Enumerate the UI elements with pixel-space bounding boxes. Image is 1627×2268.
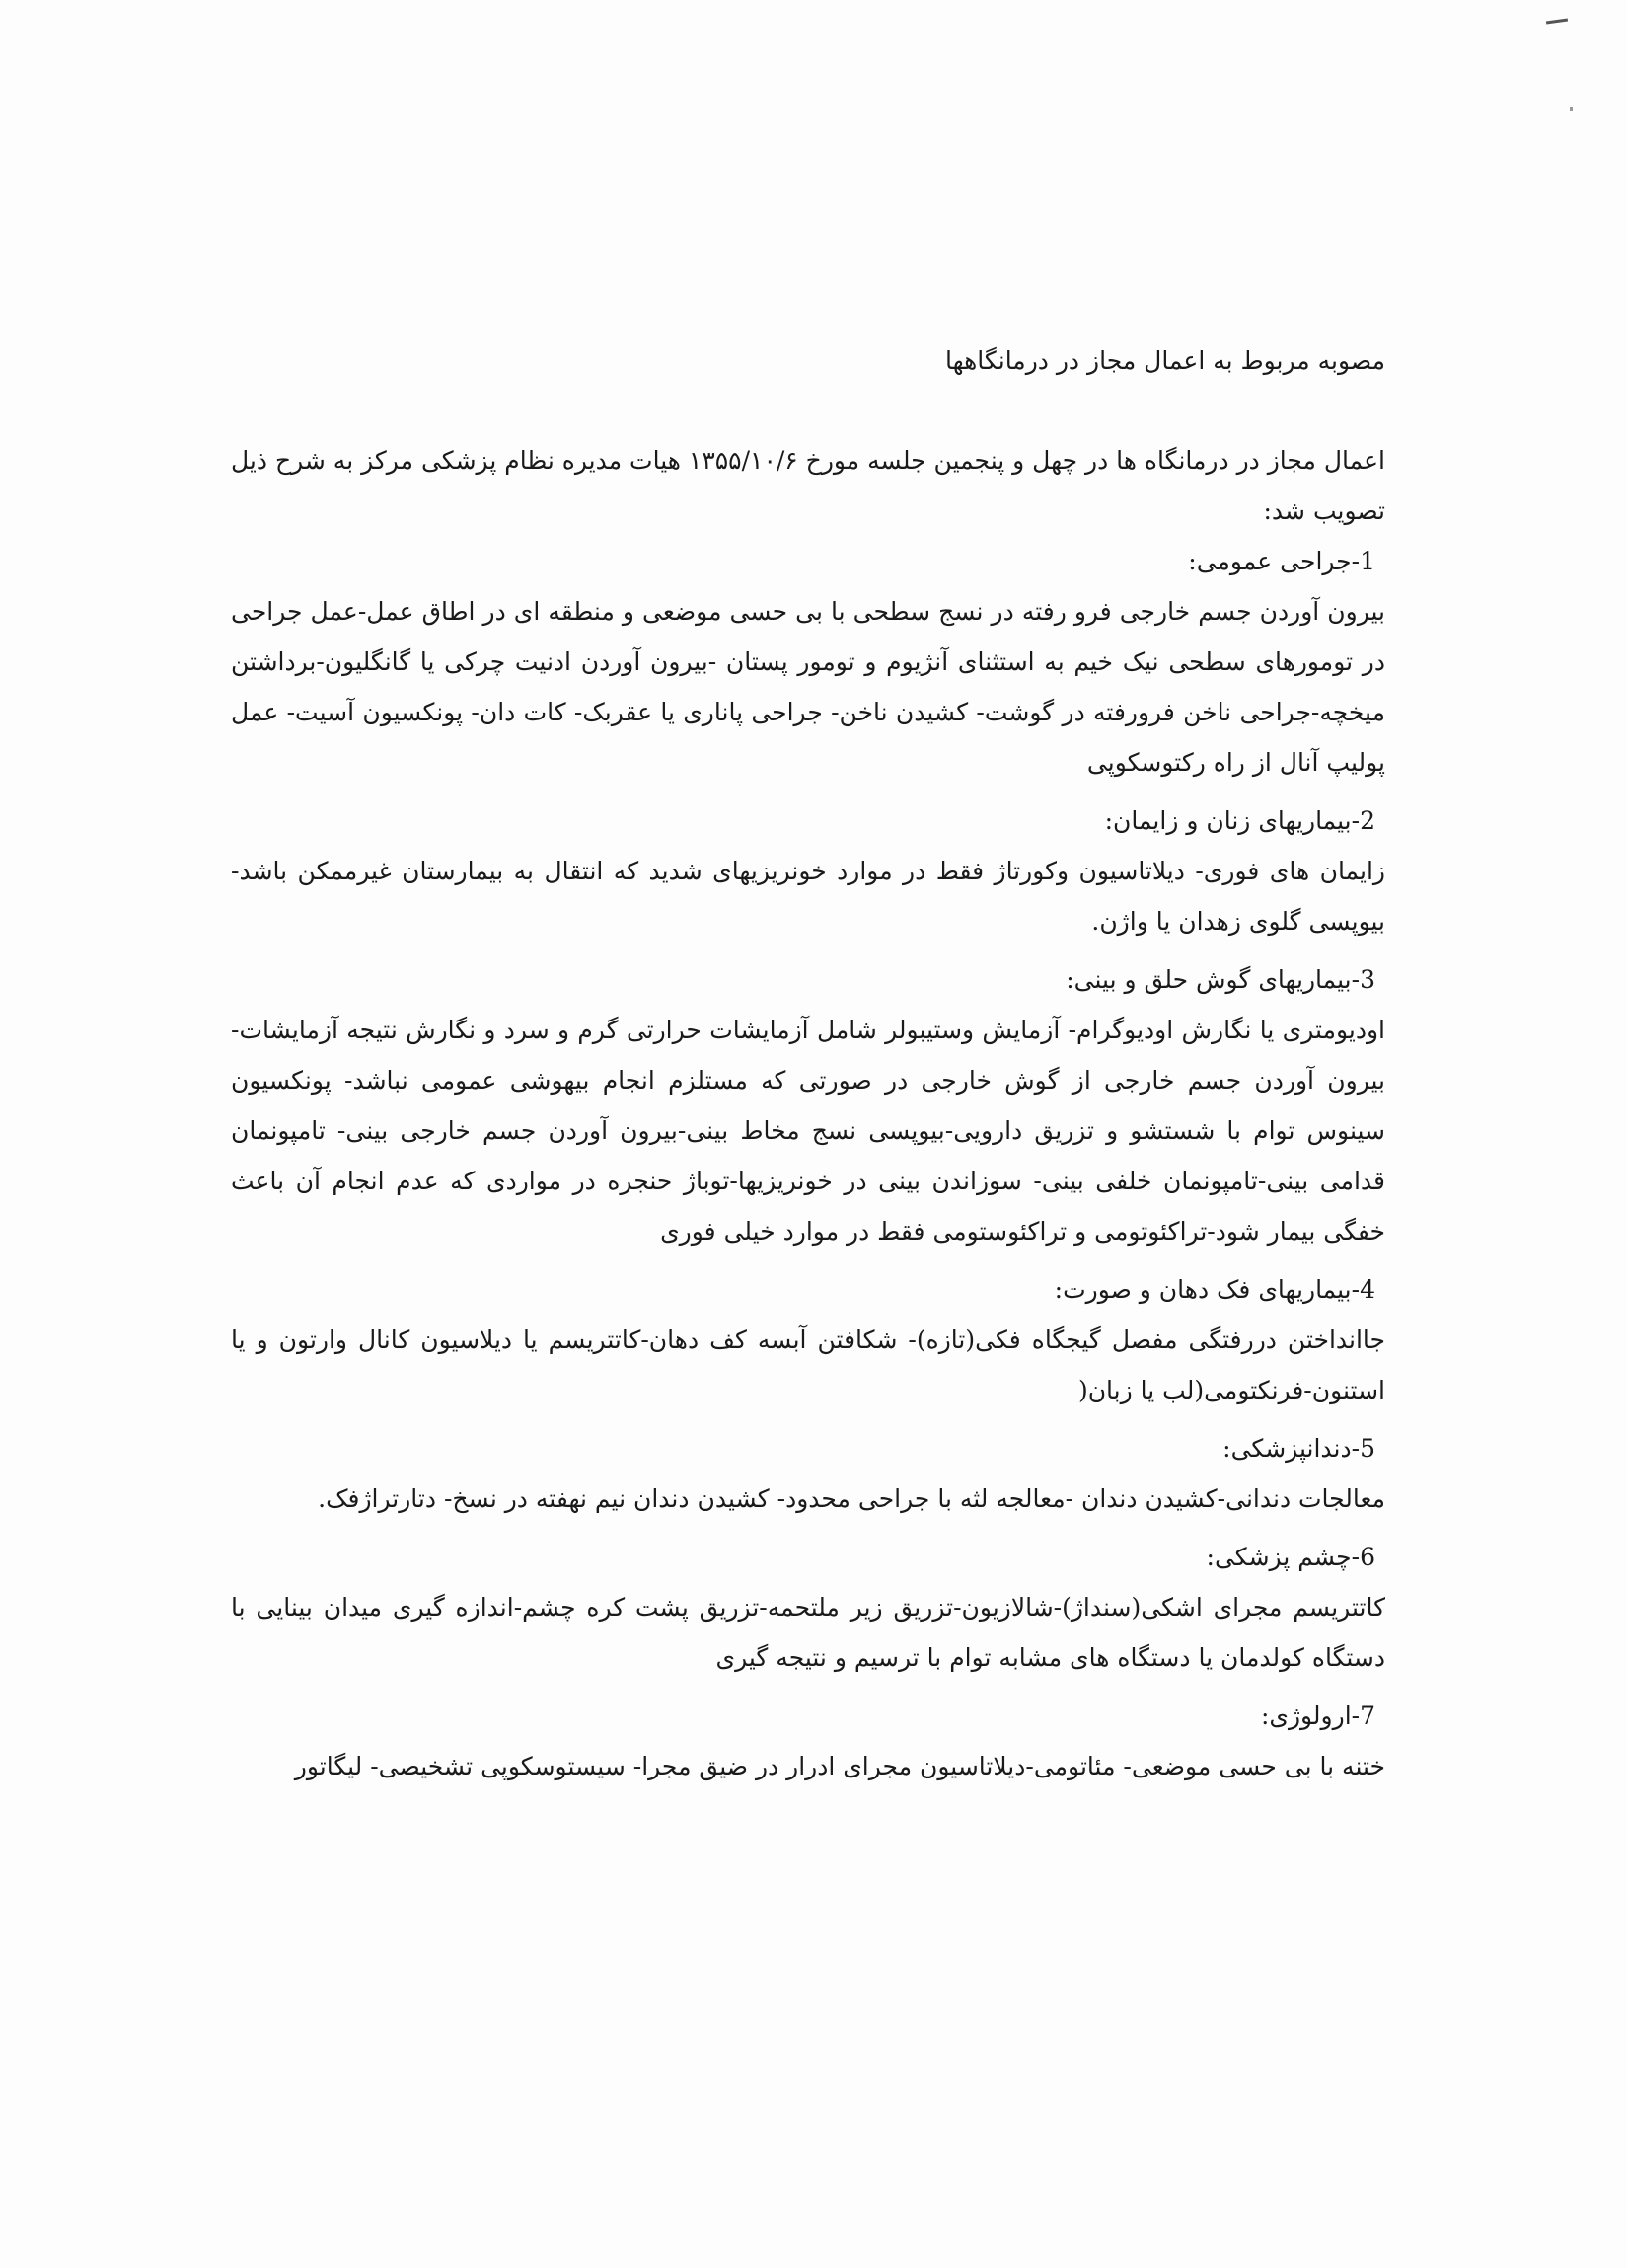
section-body-3: اودیومتری یا نگارش اودیوگرام- آزمایش وستیبولر شامل آزمایشات حرارتی گرم و سرد و نگارش نتیجه آزمایشات- بیرون آوردن جسم خارجی از گوش خارجی در صورتی که مستلزم انجام بیهوشی عمومی نباشد- پونکسیون سینوس توام با شستشو و تزریق دارویی-بیوپسی نسج مخاط بینی-بیرون آوردن جسم خارجی بینی- تامپونمان قدامی بینی-تامپونمان خلفی بینی- سوزاندن بینی در خونریزیها-توباژ حنجره در مواردی که عدم انجام آن باعث خفگی بیمار شود-تراکئوتومی و تراکئوستومی فقط در موارد خیلی فوری (231, 1016, 1385, 1246)
section-heading-5 (231, 1423, 1385, 1474)
section-body-5: معالجات دندانی-کشیدن دندان -معالجه لثه با جراحی محدود- کشیدن دندان نیم نهفته در نسخ- دتارتراژفک. (318, 1484, 1385, 1513)
section-heading-3 (231, 954, 1385, 1005)
section-heading-text: چشم پزشکی: (1206, 1543, 1352, 1571)
intro-paragraph: اعمال مجاز در درمانگاه ها در چهل و پنجمین جلسه مورخ ۱۳۵۵/۱۰/۶ هیات مدیره نظام پزشکی مرکز به شرح ذیل تصویب شد: (231, 446, 1385, 525)
section-heading-2 (231, 795, 1385, 846)
section-heading-7 (231, 1691, 1385, 1741)
section-number: -1 (1351, 547, 1375, 575)
section-heading-text: دندانپزشکی: (1222, 1434, 1352, 1463)
section-heading-text: بیماریهای فک دهان و صورت: (1054, 1275, 1352, 1304)
section-heading-text: بیماریهای گوش حلق و بینی: (1066, 965, 1352, 994)
section-number: -6 (1351, 1543, 1375, 1571)
section-body-1: بیرون آوردن جسم خارجی فرو رفته در نسج سطحی با بی حسی موضعی و منطقه ای در اطاق عمل-عمل جراحی در تومورهای سطحی نیک خیم به استثنای آنژیوم و تومور پستان -بیرون آوردن ادنیت چرکی یا گانگلیون-برداشتن میخچه-جراحی ناخن فرورفته در گوشت- کشیدن ناخن- جراحی پاناری یا عقربک- کات دان- پونکسیون آسیت- عمل پولیپ آنال از راه رکتوسکوپی (231, 597, 1385, 777)
section-heading-4 (231, 1264, 1385, 1315)
document-body (231, 336, 1385, 1799)
section-number: -3 (1351, 965, 1375, 994)
section-heading-text: ارولوژی: (1260, 1701, 1352, 1730)
section-heading-text: بیماریهای زنان و زایمان: (1104, 806, 1352, 835)
scan-artifact-mark (1546, 18, 1568, 24)
section-number: -7 (1351, 1701, 1375, 1730)
section-body-4: جاانداختن دررفتگی مفصل گیجگاه فکی(تازه)- شکافتن آبسه کف دهان-کاتتریسم یا دیلاسیون کانال وارتون و یا استنون-فرنکتومی(لب یا زبان( (231, 1325, 1385, 1404)
section-heading-text: جراحی عمومی: (1188, 547, 1352, 575)
section-body-2: زایمان های فوری- دیلاتاسیون وکورتاژ فقط در موارد خونریزیهای شدید که انتقال به بیمارستان غیرممکن باشد-بیوپسی گلوی زهدان یا واژن. (231, 857, 1385, 936)
scan-artifact-dot (1570, 107, 1573, 111)
section-body-6: کاتتریسم مجرای اشکی(سنداژ)-شالازیون-تزریق زیر ملتحمه-تزریق پشت کره چشم-اندازه گیری میدان بینایی با دستگاه کولدمان یا دستگاه های مشابه توام با ترسیم و نتیجه گیری (231, 1593, 1385, 1672)
section-body-7: ختنه با بی حسی موضعی- مئاتومی-دیلاتاسیون مجرای ادرار در ضیق مجرا- سیستوسکوپی تشخیصی- لیگاتور (294, 1752, 1385, 1780)
section-heading-6 (231, 1532, 1385, 1582)
section-number: -2 (1351, 806, 1375, 835)
section-number: -4 (1351, 1275, 1375, 1304)
section-number: -5 (1351, 1434, 1375, 1463)
document-title: مصوبه مربوط به اعمال مجاز در درمانگاهها (944, 346, 1385, 375)
section-heading-1 (231, 536, 1385, 586)
